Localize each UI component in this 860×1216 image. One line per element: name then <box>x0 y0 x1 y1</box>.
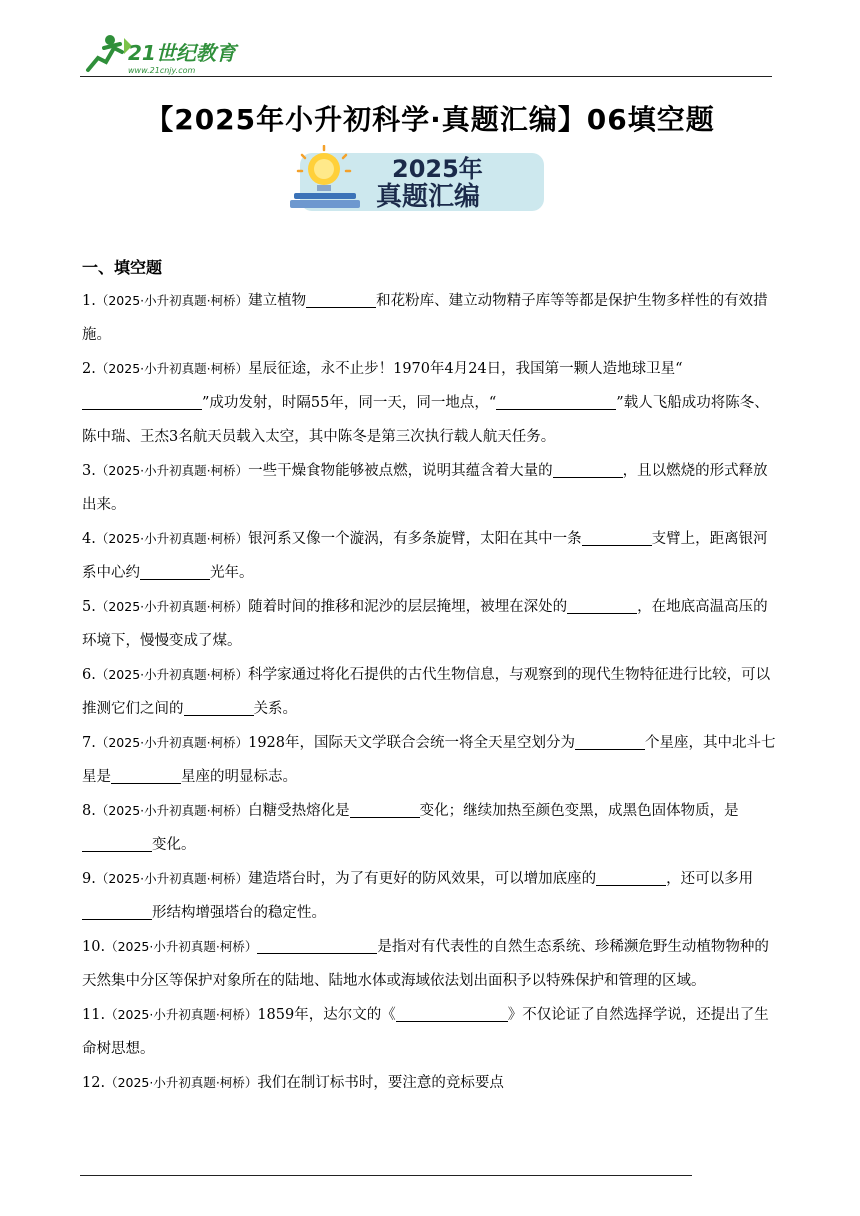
answer-blank[interactable] <box>257 939 377 955</box>
question-1: 1.（2025·小升初真题·柯桥）建立植物 和花粉库、建立动物精子库等等都是保护生物多样性的有效措施。 <box>82 293 768 343</box>
answer-blank[interactable] <box>82 395 202 411</box>
question-12: 12.（2025·小升初真题·柯桥）我们在制订标书时，要注意的竞标要点 <box>82 1075 504 1091</box>
question-3: 3.（2025·小升初真题·柯桥）一些干燥食物能够被点燃，说明其蕴含着大量的 ，且以燃烧的形式释放出来。 <box>82 463 768 513</box>
document-title: 【2025年小升初科学·真题汇编】06填空题 <box>145 103 715 136</box>
page-header <box>80 30 772 78</box>
question-10: 10.（2025·小升初真题·柯桥） 是指对有代表性的自然生态系统、珍稀濒危野生动植物物种的天然集中分区等保护对象所在的陆地、陆地水体或海域依法划出面积予以特殊保护和管理的区域。 <box>82 939 769 989</box>
answer-blank[interactable] <box>140 565 210 581</box>
question-11: 11.（2025·小升初真题·柯桥）1859年，达尔文的《 》不仅论证了自然选择学说，还提出了生命树思想。 <box>82 1007 769 1057</box>
question-5: 5.（2025·小升初真题·柯桥）随着时间的推移和泥沙的层层掩埋，被埋在深处的 ，在地底高温高压的环境下，慢慢变成了煤。 <box>82 599 768 649</box>
answer-blank[interactable] <box>553 463 623 479</box>
answer-blank[interactable] <box>582 531 652 547</box>
banner-year: 2025年 <box>392 155 483 183</box>
answer-blank[interactable] <box>306 293 376 309</box>
answer-blank[interactable] <box>350 803 420 819</box>
banner-subtitle: 真题汇编 <box>376 182 481 212</box>
footer-divider <box>80 1175 692 1176</box>
header-divider <box>80 76 772 77</box>
question-2: 2.（2025·小升初真题·柯桥）星辰征途，永不止步！1970年4月24日，我国第一颗人造地球卫星“”成功发射，时隔55年，同一天，同一地点，“ ”载人飞船成功将陈冬、陈中瑞、王杰3名航天员载入太空，其中陈冬是第三次执行载人航天任务。 <box>82 361 769 445</box>
question-6: 6.（2025·小升初真题·柯桥）科学家通过将化石提供的古代生物信息，与观察到的现代生物特征进行比较，可以推测它们之间的 关系。 <box>82 667 771 717</box>
answer-blank[interactable] <box>82 905 152 921</box>
question-list <box>82 284 778 1100</box>
answer-blank[interactable] <box>575 735 645 751</box>
answer-blank[interactable] <box>396 1007 508 1023</box>
logo-url: www.21cnjy.com <box>128 66 196 75</box>
logo-21cnjy <box>80 32 240 76</box>
answer-blank[interactable] <box>82 837 152 853</box>
answer-blank[interactable] <box>496 395 616 411</box>
question-7: 7.（2025·小升初真题·柯桥）1928年，国际天文学联合会统一将全天星空划分为 个星座，其中北斗七星是 星座的明显标志。 <box>82 735 776 785</box>
logo-text: 21世纪教育 <box>128 41 236 65</box>
answer-blank[interactable] <box>111 769 181 785</box>
answer-blank[interactable] <box>184 701 254 717</box>
answer-blank[interactable] <box>596 871 666 887</box>
question-9: 9.（2025·小升初真题·柯桥）建造塔台时，为了有更好的防风效果，可以增加底座的 ，还可以多用形结构增强塔台的稳定性。 <box>82 871 754 921</box>
answer-blank[interactable] <box>567 599 637 615</box>
section-heading: 一、填空题 <box>82 258 163 277</box>
question-8: 8.（2025·小升初真题·柯桥）白糖受热熔化是 变化；继续加热至颜色变黑，成黑色固体物质，是变化。 <box>82 803 739 853</box>
banner-graphic <box>280 145 546 215</box>
question-4: 4.（2025·小升初真题·柯桥）银河系又像一个漩涡，有多条旋臂，太阳在其中一条 支臂上，距离银河系中心约 光年。 <box>82 531 768 581</box>
